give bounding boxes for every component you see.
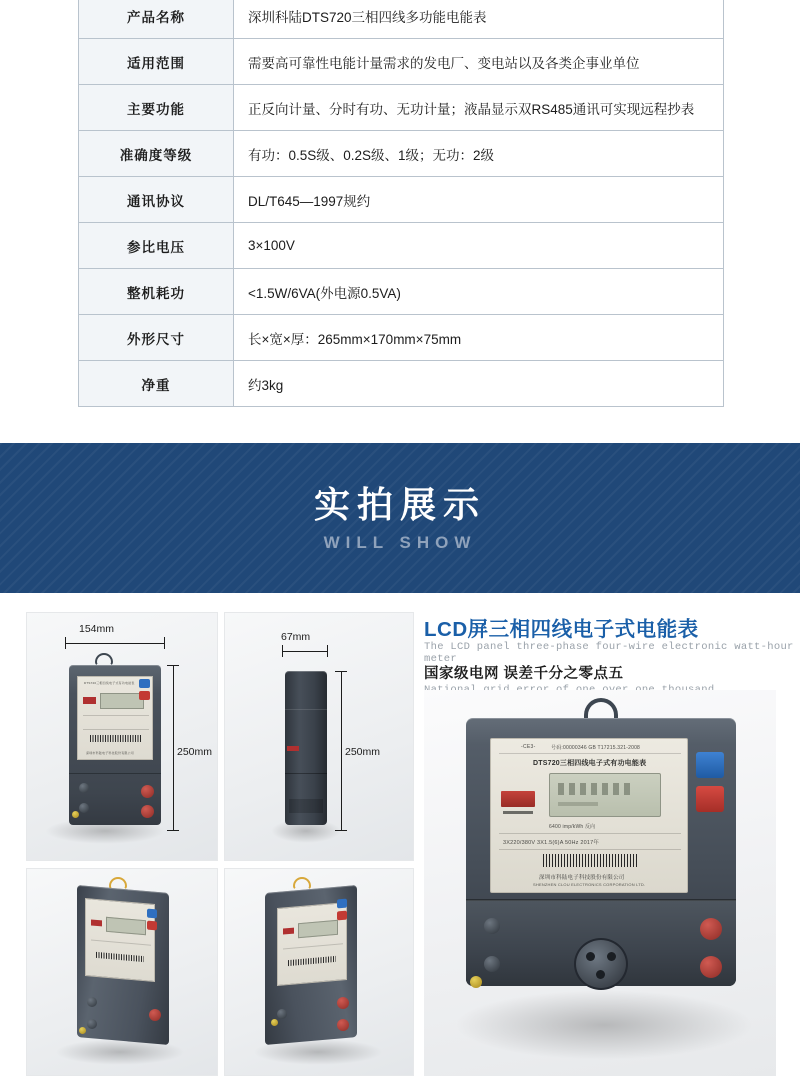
- meter-terminal: [87, 1019, 97, 1029]
- dimension-line-vertical: [341, 671, 342, 831]
- spec-value: 约3kg: [234, 361, 724, 407]
- meter-button-blue[interactable]: [139, 679, 150, 688]
- meter-terminal-red: [700, 956, 722, 978]
- meter-divider: [283, 943, 343, 949]
- meter-model-text: DTS720三相四线电子式有功电能表: [84, 681, 135, 685]
- meter-lcd: [100, 693, 144, 709]
- meter-barcode: [543, 854, 639, 867]
- meter-terminal-red: [337, 1019, 349, 1031]
- spec-value: 长×宽×厚：265mm×170mm×75mm: [234, 315, 724, 361]
- dimension-tick: [167, 830, 179, 831]
- spec-value: DL/T645—1997规约: [234, 177, 724, 223]
- meter-faceplate: [77, 676, 153, 760]
- product-photo-hero[interactable]: [424, 690, 776, 1076]
- meter-terminal-red: [149, 1009, 161, 1021]
- table-row: [79, 85, 724, 131]
- connector-pin: [586, 952, 595, 961]
- meter-faceplate: [85, 898, 155, 982]
- feature-subtitle-cn: 国家级电网 误差千分之零点五: [424, 666, 624, 682]
- meter-barcode: [90, 735, 142, 742]
- meter-terminal-yellow: [271, 1019, 278, 1026]
- table-row: [79, 361, 724, 407]
- meter-terminal: [277, 1009, 287, 1019]
- meter-cover-edge: [466, 899, 736, 901]
- meter-company-cn: 深圳市科陆电子科技股份有限公司: [539, 875, 625, 881]
- spec-label: 产品名称: [79, 0, 234, 39]
- banner-title-en: WILL SHOW: [323, 532, 477, 552]
- dimension-line-vertical: [173, 665, 174, 831]
- table-row: [79, 269, 724, 315]
- meter-terminal: [87, 997, 97, 1007]
- dimension-tick: [327, 645, 328, 657]
- table-row: [79, 131, 724, 177]
- meter-cert-mark: -CE3-: [521, 744, 536, 750]
- meter-lcd: [298, 920, 338, 938]
- spec-value: 深圳科陆DTS720三相四线多功能电能表: [234, 0, 724, 39]
- meter-lcd: [549, 773, 661, 817]
- feature-title-cn: LCD屏三相四线电子式电能表: [424, 618, 699, 641]
- meter-model-text: DTS720三相四线电子式有功电能表: [533, 760, 647, 767]
- meter-divider: [499, 849, 681, 850]
- spec-label: 整机耗功: [79, 269, 234, 315]
- meter-constant-text: 6400 imp/kWh 反向: [549, 824, 596, 830]
- spec-value: 正反向计量、分时有功、无功计量；液晶显示双RS485通讯可实现远程抄表: [234, 85, 724, 131]
- meter-terminal-red: [141, 785, 154, 798]
- meter-pulse-indicator: [501, 791, 535, 807]
- dimension-width-label: 154mm: [79, 623, 115, 635]
- product-photo-side[interactable]: [224, 612, 414, 861]
- dimension-tick: [65, 637, 66, 649]
- meter-seal-screw: [484, 918, 500, 934]
- meter-button-red[interactable]: [696, 786, 724, 812]
- spec-value: 有功：0.5S级、0.2S级、1级；无功：2级: [234, 131, 724, 177]
- table-row: [79, 177, 724, 223]
- spec-label: 准确度等级: [79, 131, 234, 177]
- product-photo-angle-right[interactable]: [224, 868, 414, 1076]
- table-row: [79, 223, 724, 269]
- meter-company-text: 深圳市科陆电子科技股份有限公司: [86, 751, 135, 755]
- meter-indicator-bar: [283, 928, 294, 935]
- meter-barcode: [96, 952, 144, 962]
- table-row: [79, 315, 724, 361]
- meter-lcd: [106, 917, 146, 935]
- dimension-height-label: 250mm: [177, 746, 213, 758]
- spec-value: <1.5W/6VA(外电源0.5VA): [234, 269, 724, 315]
- meter-terminal-red: [141, 805, 154, 818]
- meter-button-blue[interactable]: [147, 909, 157, 919]
- dimension-line-horizontal: [282, 651, 328, 652]
- meter-button-red[interactable]: [147, 921, 157, 931]
- banner-title-cn: 实拍展示: [313, 484, 486, 526]
- meter-hook: [293, 877, 311, 890]
- meter-indicator-bar: [83, 697, 96, 704]
- dimension-tick: [335, 671, 347, 672]
- meter-divider: [499, 833, 681, 834]
- spec-label: 净重: [79, 361, 234, 407]
- section-banner: [0, 443, 800, 593]
- meter-ratings-text: 3X220/380V 3X1.5(6)A 50Hz 2017年: [503, 840, 600, 846]
- connector-pin: [607, 952, 616, 961]
- spec-label: 外形尺寸: [79, 315, 234, 361]
- meter-button-blue[interactable]: [696, 752, 724, 778]
- spec-label: 适用范围: [79, 39, 234, 85]
- meter-terminal: [79, 803, 89, 813]
- photo-shadow: [454, 990, 754, 1060]
- meter-terminal-yellow: [470, 976, 482, 988]
- product-photo-angle-left[interactable]: [26, 868, 218, 1076]
- meter-lcd-digits: [558, 783, 634, 795]
- meter-divider: [499, 753, 681, 754]
- meter-terminal: [79, 783, 89, 793]
- meter-terminal-yellow: [79, 1027, 86, 1034]
- meter-lcd-segment: [558, 802, 598, 806]
- meter-terminal-yellow: [72, 811, 79, 818]
- table-row: [79, 39, 724, 85]
- meter-label-line: [503, 811, 533, 814]
- dimension-height-label: 250mm: [345, 746, 381, 758]
- spec-label: 参比电压: [79, 223, 234, 269]
- meter-cover-edge: [285, 773, 327, 774]
- meter-button-red[interactable]: [139, 691, 150, 700]
- dimension-tick: [167, 665, 179, 666]
- meter-company-en: SHENZHEN CLOU ELECTRONICS CORPORATION LTD.: [533, 882, 646, 887]
- meter-divider: [83, 715, 149, 716]
- meter-divider: [285, 709, 327, 710]
- spec-label: 主要功能: [79, 85, 234, 131]
- meter-terminal-red: [337, 997, 349, 1009]
- meter-button-red[interactable]: [337, 911, 347, 921]
- meter-barcode: [288, 956, 336, 966]
- meter-terminal-block: [289, 799, 323, 813]
- dimension-line-horizontal: [65, 643, 165, 644]
- spec-value: 3×100V: [234, 223, 724, 269]
- connector-pin: [596, 970, 605, 979]
- meter-seal-screw: [484, 956, 500, 972]
- meter-cover-edge: [69, 773, 161, 774]
- product-photo-front[interactable]: [26, 612, 218, 861]
- meter-terminal-red: [700, 918, 722, 940]
- spec-table-body: [79, 0, 724, 407]
- meter-indicator-bar: [91, 919, 102, 926]
- meter-connector: [574, 938, 628, 990]
- meter-divider: [91, 939, 151, 945]
- specification-table: [78, 0, 724, 407]
- meter-serial-text: 号码:00000346 GB T17215.321-2008: [551, 745, 641, 751]
- spec-value: 需要高可靠性电能计量需求的发电厂、变电站以及各类企事业单位: [234, 39, 724, 85]
- dimension-width-label: 67mm: [281, 631, 311, 643]
- meter-indicator-bar: [287, 746, 299, 751]
- meter-faceplate: [490, 738, 688, 893]
- meter-button-blue[interactable]: [337, 899, 347, 909]
- dimension-tick: [164, 637, 165, 649]
- spec-label: 通讯协议: [79, 177, 234, 223]
- feature-title-en: The LCD panel three-phase four-wire electronic watt-hour meter: [424, 641, 794, 665]
- dimension-tick: [282, 645, 283, 657]
- table-row: [79, 0, 724, 39]
- meter-divider: [83, 729, 149, 730]
